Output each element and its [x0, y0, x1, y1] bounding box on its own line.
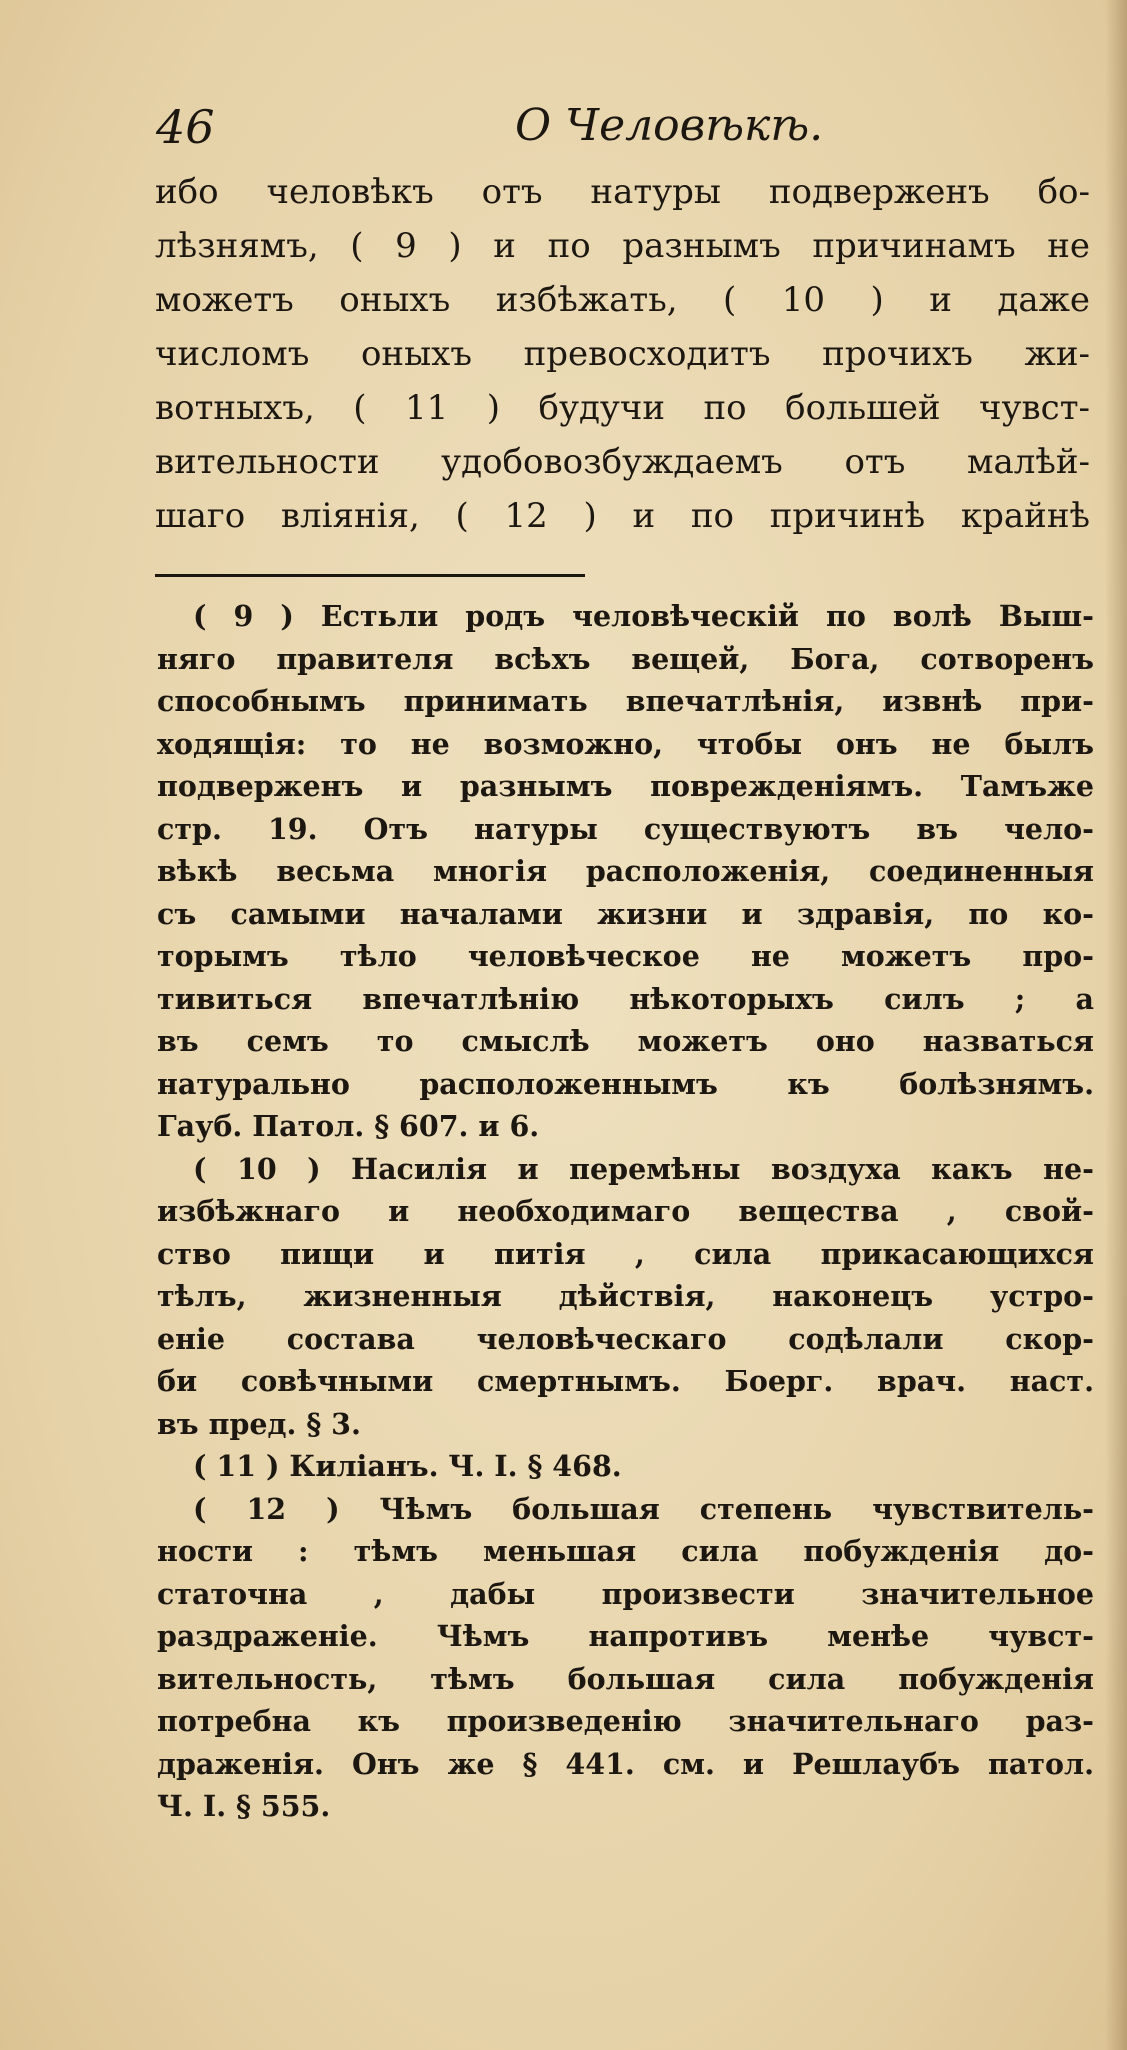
footnote-line: ( 9 ) Естьли родъ человѣческій по волѣ Выш-	[193, 599, 1094, 633]
footnote-line: стр. 19. Отъ натуры существуютъ въ чело-	[157, 811, 1094, 846]
footnote-line: Ч. I. § 555.	[157, 1789, 331, 1823]
footnote-line: въ семъ то смыслѣ можетъ оно назваться	[157, 1024, 1094, 1058]
footnotes	[157, 595, 1094, 1828]
footnote-line: ( 10 ) Насилія и перемѣны воздуха какъ не-	[193, 1151, 1094, 1186]
footnote-line: тивиться впечатлѣнію нѣкоторыхъ силъ ; а	[157, 981, 1094, 1016]
main-text	[155, 165, 1090, 543]
footnote-line: потребна къ произведенію значительнаго раз-	[157, 1704, 1094, 1738]
footnote-line: способнымъ принимать впечатлѣнія, извнѣ при-	[157, 684, 1094, 718]
footnote-line: ( 12 ) Чѣмъ большая степень чувствитель-	[193, 1491, 1094, 1526]
main-text-line: можетъ оныхъ избѣжать, ( 10 ) и даже	[155, 280, 1090, 320]
footnote-line: избѣжнаго и необходимаго вещества , свой-	[157, 1194, 1094, 1228]
footnote-line: Гауб. Патол. § 607. и 6.	[157, 1109, 540, 1143]
page-header	[150, 100, 1050, 170]
footnote-line: би совѣчными смертнымъ. Боерг. врач. наст.	[157, 1364, 1094, 1398]
main-text-line: шаго вліянія, ( 12 ) и по причинѣ крайнѣ	[155, 496, 1090, 536]
footnote-line: съ самыми началами жизни и здравія, по ко-	[157, 896, 1094, 931]
footnote-line: ности : тѣмъ меньшая сила побужденія до-	[157, 1534, 1094, 1568]
footnote-line: статочна , дабы произвести значительное	[157, 1576, 1094, 1611]
footnote-line: тѣлъ, жизненныя дѣйствія, наконецъ устро-	[157, 1279, 1094, 1313]
running-head: О Человѣкѣ.	[515, 100, 824, 151]
main-text-line: вительности удобовозбуждаемъ отъ малѣй-	[155, 442, 1090, 482]
footnote-line: вительность, тѣмъ большая сила побужденія	[157, 1661, 1094, 1696]
main-text-line: числомъ оныхъ превосходитъ прочихъ жи-	[155, 334, 1090, 374]
footnote-divider	[155, 574, 585, 577]
footnote-line: ство пищи и питія , сила прикасающихся	[157, 1236, 1094, 1271]
footnote-line: драженія. Онъ же § 441. см. и Решлаубъ патол.	[157, 1746, 1094, 1781]
footnote-line: въ пред. § 3.	[157, 1406, 361, 1441]
footnote-line: подверженъ и разнымъ поврежденіямъ. Тамъже	[157, 769, 1094, 803]
main-text-line: вотныхъ, ( 11 ) будучи по большей чувст-	[155, 388, 1090, 428]
footnote-line: вѣкѣ весьма многія расположенія, соединенныя	[157, 854, 1094, 888]
footnote-line: няго правителя всѣхъ вещей, Бога, сотворенъ	[157, 641, 1094, 676]
footnote-line: натурально расположеннымъ къ болѣзнямъ.	[157, 1066, 1094, 1101]
main-text-line: ибо человѣкъ отъ натуры подверженъ бо-	[155, 172, 1090, 212]
page-edge-shadow	[1105, 0, 1127, 2050]
page-number: 46	[156, 100, 215, 154]
footnote-line: еніе состава человѣческаго содѣлали скор-	[157, 1321, 1094, 1356]
main-text-line: лѣзнямъ, ( 9 ) и по разнымъ причинамъ не	[155, 226, 1090, 266]
footnote-line: ходящія: то не возможно, чтобы онъ не былъ	[157, 726, 1094, 761]
footnote-line: торымъ тѣло человѣческое не можетъ про-	[157, 939, 1094, 973]
footnote-line: раздраженіе. Чѣмъ напротивъ менѣе чувст-	[157, 1619, 1094, 1653]
footnote-line: ( 11 ) Киліанъ. Ч. I. § 468.	[193, 1449, 622, 1483]
